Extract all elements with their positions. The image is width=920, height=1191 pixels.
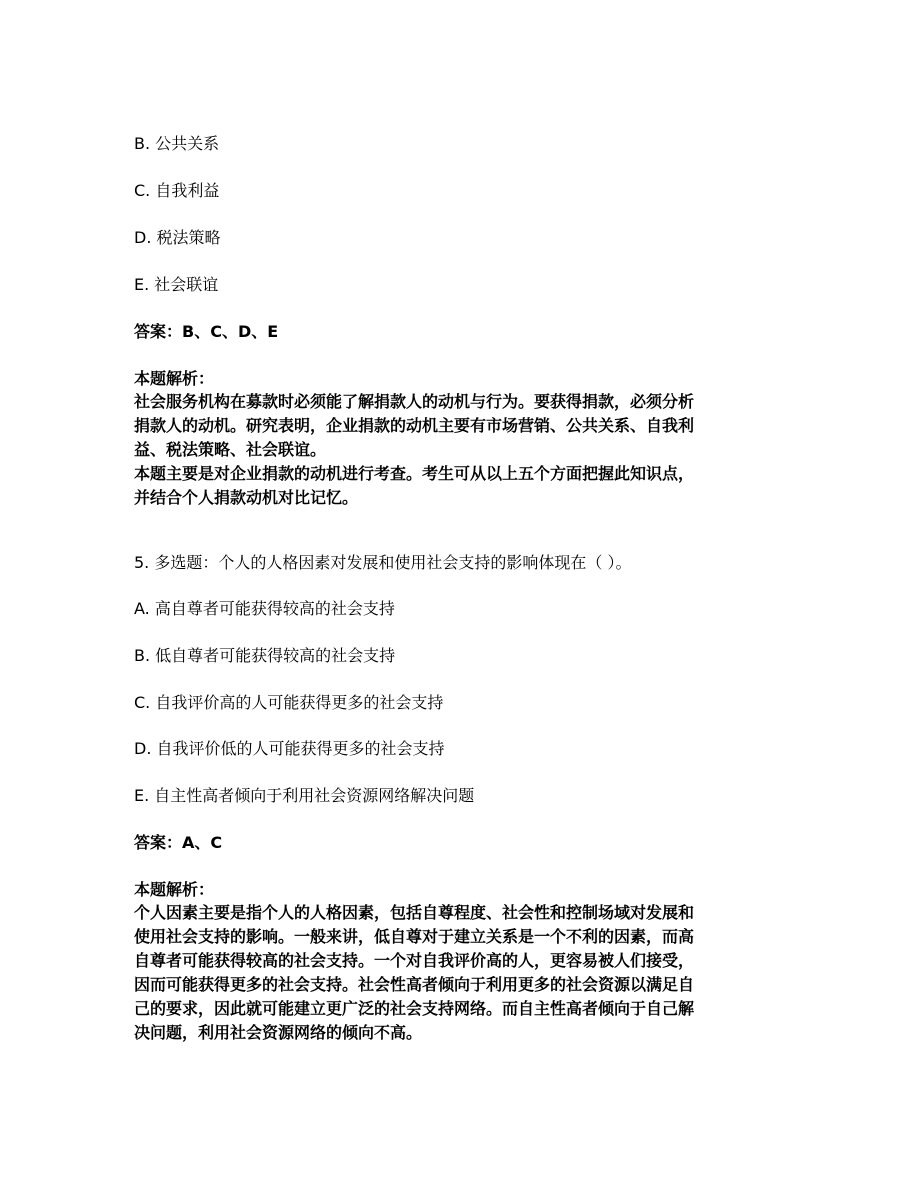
q4-analysis-line: 捐款人的动机。研究表明，企业捐款的动机主要有市场营销、公共关系、自我利 [134, 416, 695, 435]
q5-analysis-line: 因而可能获得更多的社会支持。社会性高者倾向于利用更多的社会资源以满足自 [134, 975, 695, 994]
q4-analysis-line: 益、税法策略、社会联谊。 [134, 440, 327, 459]
q5-option-e: E. 自主性高者倾向于利用社会资源网络解决问题 [134, 786, 475, 805]
q4-option-e: E. 社会联谊 [134, 275, 219, 294]
q5-option-c: C. 自我评价高的人可能获得更多的社会支持 [134, 693, 444, 712]
q5-analysis-line: 个人因素主要是指个人的人格因素，包括自尊程度、社会性和控制场域对发展和 [134, 903, 695, 922]
q5-option-b: B. 低自尊者可能获得较高的社会支持 [134, 646, 396, 665]
q5-answer: 答案：A、C [134, 833, 223, 852]
q5-analysis [134, 901, 774, 1045]
q5-analysis-line: 使用社会支持的影响。一般来讲，低自尊对于建立关系是一个不利的因素，而高 [134, 927, 695, 946]
q4-answer: 答案：B、C、D、E [134, 322, 279, 341]
q5-analysis-line: 自尊者可能获得较高的社会支持。一个对自我评价高的人，更容易被人们接受， [134, 951, 695, 970]
q5-analysis-line: 决问题，利用社会资源网络的倾向不高。 [134, 1023, 423, 1042]
q5-analysis-line: 己的要求，因此就可能建立更广泛的社会支持网络。而自主性高者倾向于自己解 [134, 999, 695, 1018]
q4-option-c: C. 自我利益 [134, 181, 220, 200]
q4-analysis [134, 390, 774, 510]
q4-analysis-line: 社会服务机构在募款时必须能了解捐款人的动机与行为。要获得捐款，必须分析 [134, 392, 695, 411]
q4-analysis-label: 本题解析： [134, 369, 215, 388]
q4-analysis-line: 本题主要是对企业捐款的动机进行考查。考生可从以上五个方面把握此知识点， [134, 464, 695, 483]
q5-option-a: A. 高自尊者可能获得较高的社会支持 [134, 599, 395, 618]
q4-option-d: D. 税法策略 [134, 228, 221, 247]
q5-option-d: D. 自我评价低的人可能获得更多的社会支持 [134, 739, 445, 758]
q5-analysis-label: 本题解析： [134, 880, 215, 899]
q4-analysis-line: 并结合个人捐款动机对比记忆。 [134, 488, 359, 507]
q5-question: 5. 多选题：个人的人格因素对发展和使用社会支持的影响体现在（ ）。 [134, 553, 632, 572]
q4-option-b: B. 公共关系 [134, 134, 220, 153]
